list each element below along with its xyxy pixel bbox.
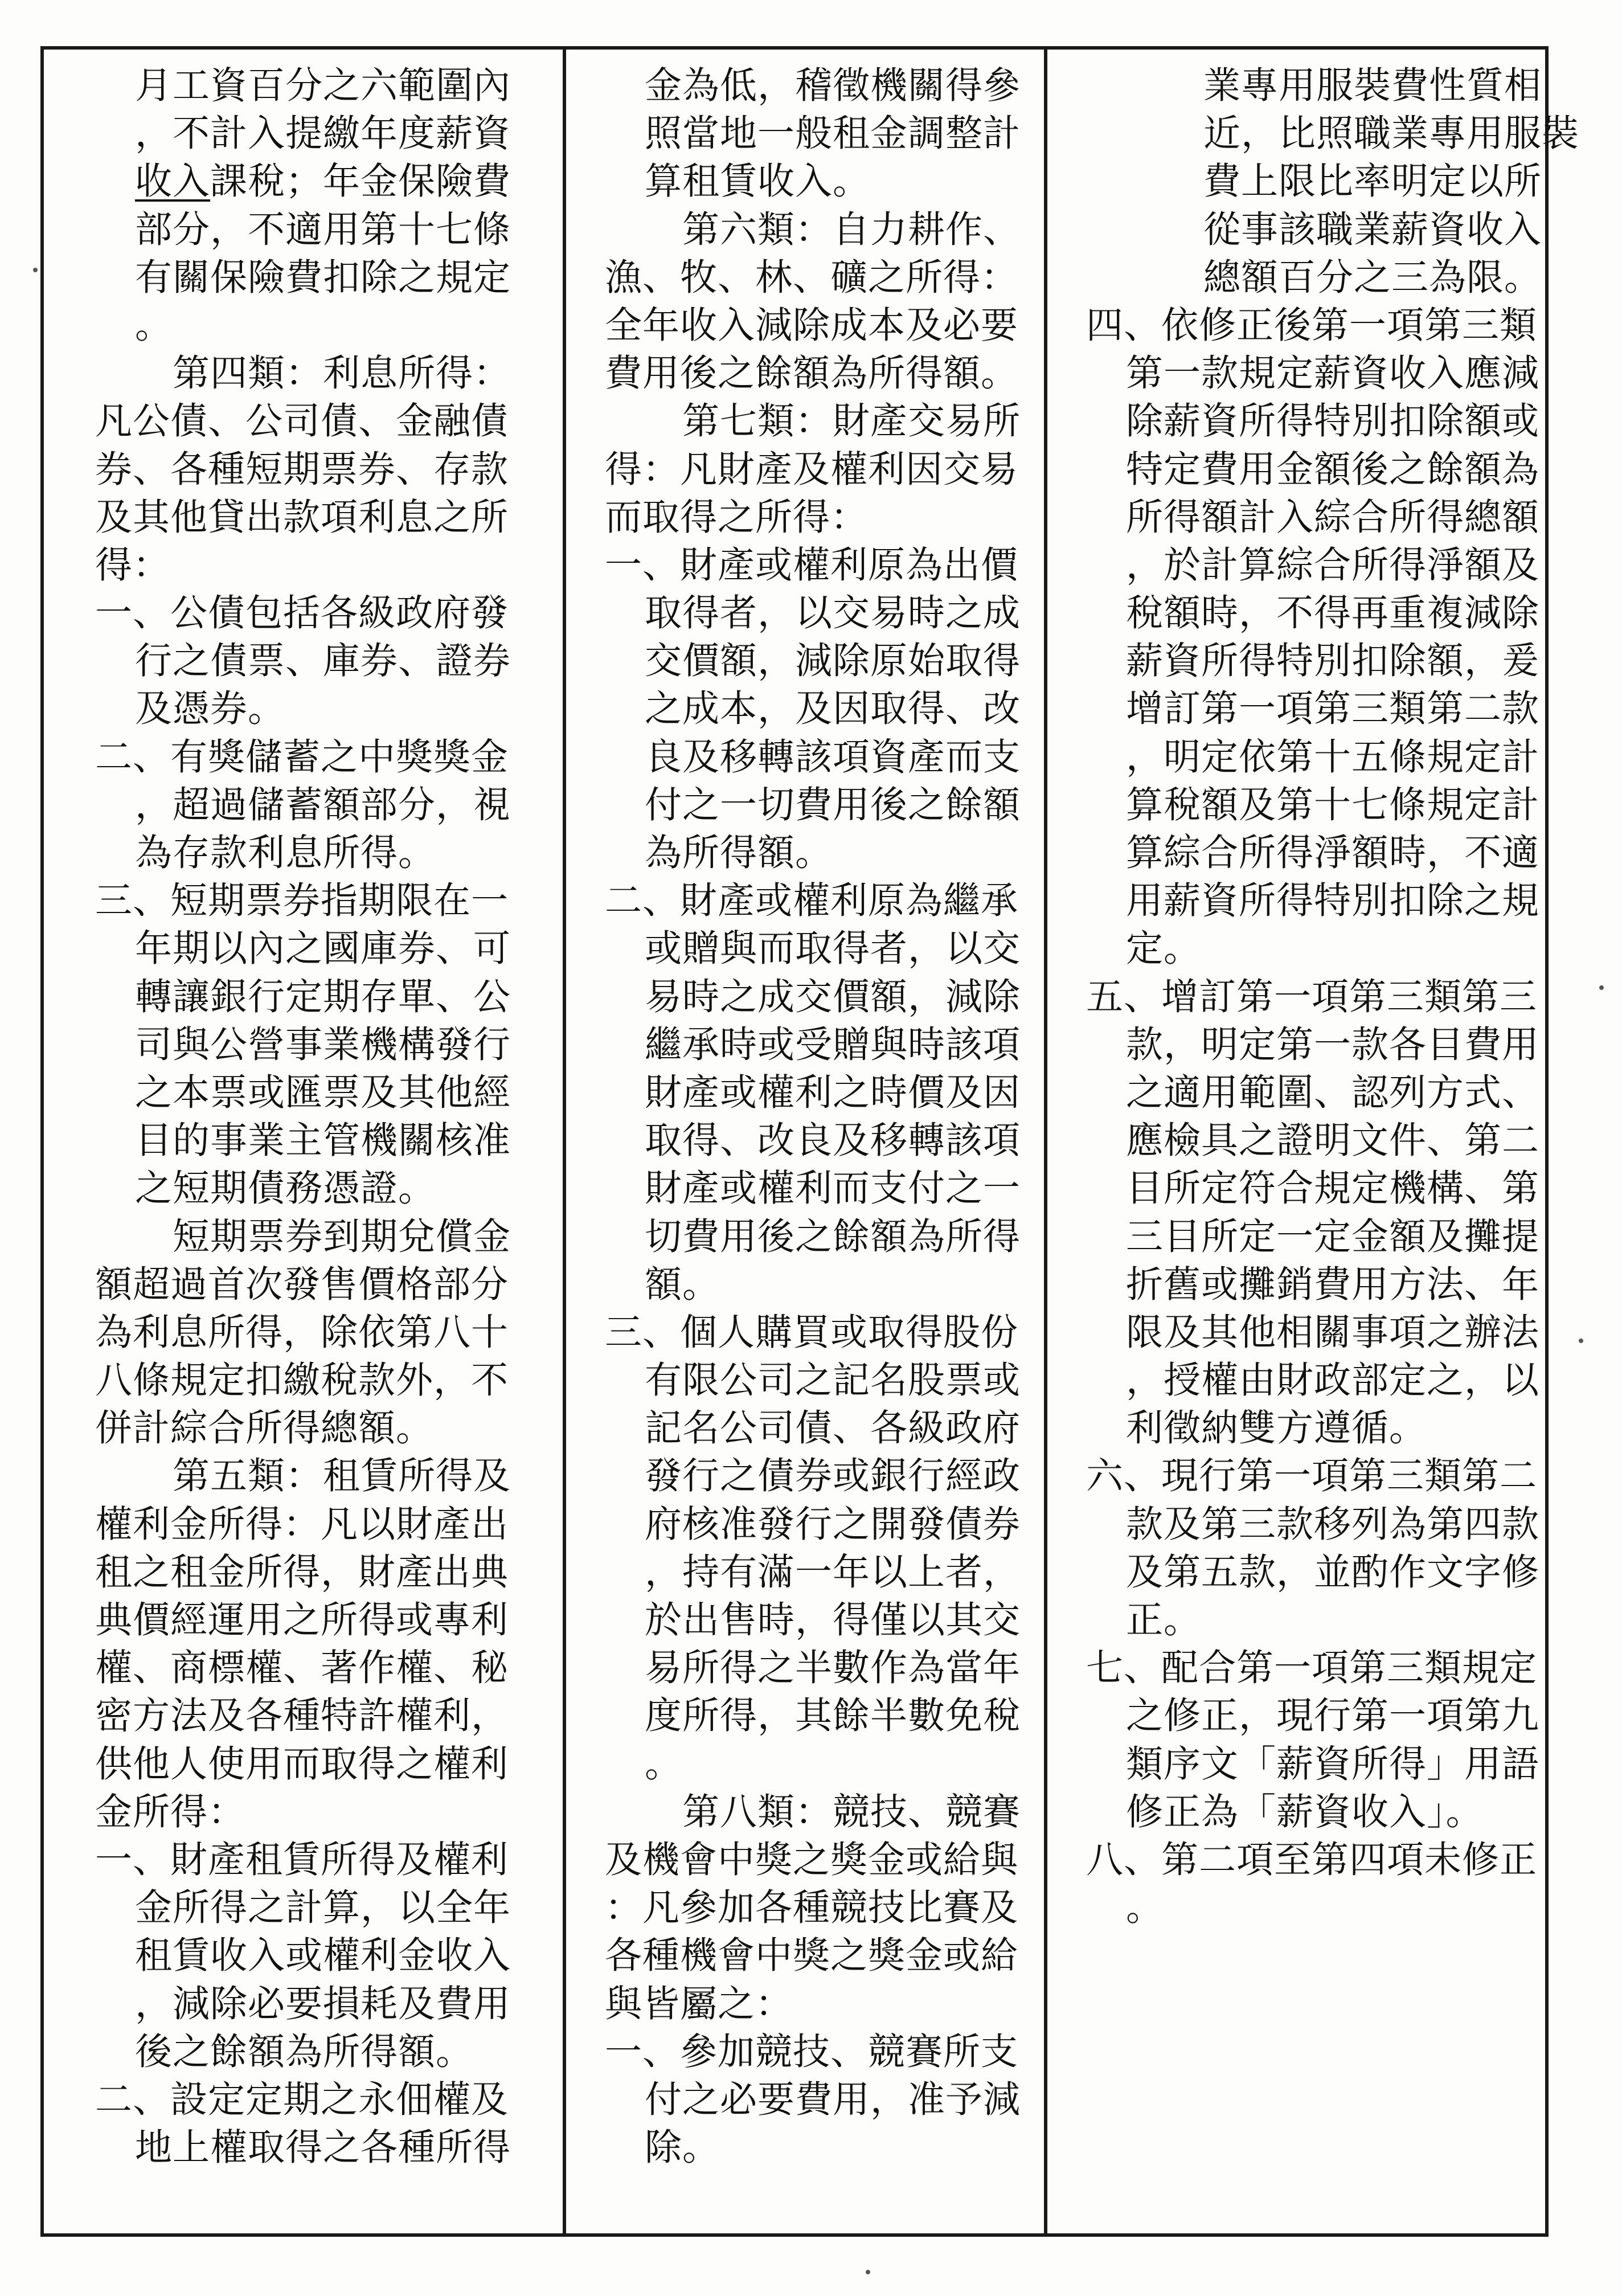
text-line	[95, 1165, 568, 1213]
scan-speck	[1579, 1339, 1583, 1343]
line-text: 第五類：租賃所得及	[173, 1455, 511, 1498]
scan-speck	[866, 2270, 870, 2274]
text-line	[605, 925, 1078, 973]
line-text: ，減除必要損耗及費用	[135, 1982, 511, 2025]
line-text: 稅額時，不得再重複減除	[1126, 592, 1540, 635]
text-line	[95, 590, 568, 637]
line-text: 易所得之半數作為當年	[645, 1647, 1021, 1690]
text-line	[605, 1836, 1078, 1884]
text-line	[1086, 1069, 1559, 1117]
line-text: 之修正，現行第一項第九	[1126, 1695, 1540, 1738]
text-line	[605, 158, 1078, 206]
text-line	[1086, 734, 1559, 781]
line-text: 金所得：	[95, 1790, 246, 1833]
line-text: 短期票券到期兌償金	[173, 1215, 511, 1258]
text-line	[95, 1452, 568, 1500]
line-text: 折舊或攤銷費用方法、年	[1126, 1263, 1540, 1306]
text-line	[1086, 350, 1559, 398]
text-line	[605, 1213, 1078, 1261]
line-text: 為利息所得，除依第八十	[95, 1311, 509, 1354]
line-text: 凡公債、公司債、金融債	[95, 400, 509, 443]
text-line	[95, 446, 568, 494]
text-line	[95, 1644, 568, 1692]
line-text: 全年收入減除成本及必要	[605, 304, 1019, 347]
text-line	[605, 829, 1078, 877]
line-text: 總額百分之三為限。	[1203, 256, 1542, 299]
line-text: 目所定符合規定機構、第	[1126, 1167, 1540, 1210]
line-text: 一、財產租賃所得及權利	[95, 1838, 509, 1881]
line-text: 。	[645, 1742, 683, 1786]
text-line	[95, 2076, 568, 2124]
line-text: 或贈與而取得者，以交	[645, 927, 1021, 971]
text-line	[95, 206, 568, 254]
line-text: 七、配合第一項第三類規定	[1086, 1647, 1538, 1690]
line-text: 利徵納雙方遵循。	[1126, 1407, 1427, 1450]
text-line	[1086, 1788, 1559, 1836]
text-line	[1086, 925, 1559, 973]
text-line	[95, 254, 568, 302]
text-line	[95, 1405, 568, 1452]
line-text: 之適用範圍、認列方式、	[1126, 1071, 1540, 1114]
text-line	[605, 1741, 1078, 1788]
text-line	[605, 302, 1078, 350]
line-text: 除薪資所得特別扣除額或	[1126, 400, 1540, 443]
text-line	[605, 350, 1078, 398]
text-line	[95, 877, 568, 925]
line-text: 及機會中獎之獎金或給與	[605, 1838, 1019, 1881]
text-line	[605, 1021, 1078, 1069]
line-text: ，不計入提繳年度薪資	[135, 112, 511, 155]
line-text: 轉讓銀行定期存單、公	[135, 975, 511, 1018]
text-line	[95, 1741, 568, 1788]
line-text: ，於計算綜合所得淨額及	[1126, 543, 1540, 587]
text-line	[1086, 1117, 1559, 1165]
line-text: 易時之成交價額，減除	[645, 975, 1021, 1018]
text-line	[1086, 829, 1559, 877]
text-line	[605, 542, 1078, 590]
text-line	[605, 685, 1078, 733]
line-text: 第七類：財產交易所	[682, 400, 1021, 443]
text-line	[605, 590, 1078, 637]
text-line	[1086, 590, 1559, 637]
text-line	[1086, 1644, 1559, 1692]
text-line	[605, 494, 1078, 542]
text-line	[1086, 1501, 1559, 1549]
text-line	[1086, 1261, 1559, 1309]
line-text: 付之必要費用，准予減	[645, 2078, 1021, 2121]
line-text: 年期以內之國庫券、可	[135, 927, 511, 971]
text-line	[1086, 494, 1559, 542]
line-text: 及憑券。	[135, 687, 286, 731]
line-text: 後之餘額為所得額。	[135, 2030, 474, 2073]
line-text: 於出售時，得僅以其交	[645, 1599, 1021, 1642]
line-text: 及第五款，並酌作文字修	[1126, 1550, 1540, 1594]
text-line	[605, 1980, 1078, 2028]
text-line	[605, 1405, 1078, 1452]
text-line	[1086, 877, 1559, 925]
line-text: 有限公司之記名股票或	[645, 1359, 1021, 1402]
column-left	[95, 62, 568, 2172]
line-text: 業專用服裝費性質相	[1203, 64, 1542, 107]
text-line	[605, 1692, 1078, 1740]
line-text: 之本票或匯票及其他經	[135, 1071, 511, 1114]
line-text: 府核准發行之開發債券	[645, 1503, 1021, 1546]
line-text: 租之租金所得，財產出典	[95, 1550, 509, 1594]
line-text: 得：	[95, 543, 171, 587]
column-middle	[605, 62, 1078, 2172]
text-line	[95, 734, 568, 781]
line-text: 八條規定扣繳稅款外，不	[95, 1359, 509, 1402]
line-text: ，明定依第十五條規定計	[1126, 735, 1540, 779]
line-text: 月工資百分之六範圍內	[135, 64, 511, 107]
line-text: 。	[1126, 1886, 1164, 1930]
text-line	[95, 1932, 568, 1980]
text-line	[605, 206, 1078, 254]
line-text: 課稅；年金保險費	[210, 160, 511, 203]
line-text: 薪資所得特別扣除額，爰	[1126, 640, 1540, 683]
text-line	[95, 781, 568, 829]
line-text: 司與公營事業機構發行	[135, 1023, 511, 1066]
text-line	[605, 1644, 1078, 1692]
text-line	[95, 302, 568, 350]
text-line	[605, 1884, 1078, 1932]
three-column-table	[40, 46, 1580, 2237]
text-line	[605, 254, 1078, 302]
text-line	[605, 1597, 1078, 1644]
line-text: 權、商標權、著作權、秘	[95, 1647, 509, 1690]
text-line	[95, 1357, 568, 1405]
text-line	[1086, 1692, 1559, 1740]
line-text: 近，比照職業專用服裝	[1203, 112, 1580, 155]
line-text: ，授權由財政部定之，以	[1126, 1359, 1540, 1402]
line-text: 二、財產或權利原為繼承	[605, 879, 1019, 923]
text-line	[605, 398, 1078, 445]
line-text: 應檢具之證明文件、第二	[1126, 1119, 1540, 1163]
text-line	[1086, 62, 1559, 110]
text-line	[95, 973, 568, 1021]
line-text: 為所得額。	[645, 832, 833, 874]
scan-speck	[33, 268, 38, 272]
text-line	[605, 110, 1078, 158]
text-line	[95, 829, 568, 877]
line-text: ，持有滿一年以上者，	[645, 1550, 1021, 1594]
line-text: 度所得，其餘半數免稅	[645, 1695, 1021, 1738]
text-line	[605, 2124, 1078, 2172]
text-line	[95, 1692, 568, 1740]
line-text: 漁、牧、林、礦之所得：	[605, 256, 1019, 299]
line-text: 。	[135, 304, 173, 347]
text-line	[95, 1597, 568, 1644]
line-text: 特定費用金額後之餘額為	[1126, 448, 1540, 491]
text-line	[95, 925, 568, 973]
text-line	[95, 1261, 568, 1309]
text-line	[605, 1261, 1078, 1309]
text-line	[605, 734, 1078, 781]
text-line	[95, 350, 568, 398]
line-text: 限及其他相關事項之辦法	[1126, 1311, 1540, 1354]
line-text: 記名公司債、各級政府	[645, 1407, 1021, 1450]
line-text: 增訂第一項第三類第二款	[1126, 687, 1540, 731]
line-text: 四、依修正後第一項第三類	[1086, 304, 1538, 347]
line-text: 供他人使用而取得之權利	[95, 1742, 509, 1786]
line-text: 從事該職業薪資收入	[1203, 208, 1542, 251]
line-text: 部分，不適用第十七條	[135, 208, 511, 251]
line-text: 之成本，及因取得、改	[645, 687, 1021, 731]
line-text: ：凡參加各種競技比賽及	[605, 1886, 1019, 1930]
line-text: 各種機會中獎之獎金或給	[605, 1934, 1019, 1978]
line-text: 款，明定第一款各目費用	[1126, 1023, 1540, 1066]
line-text: 與皆屬之：	[605, 1982, 793, 2025]
text-line	[605, 637, 1078, 685]
text-line	[95, 1213, 568, 1261]
line-text: 有關保險費扣除之規定	[135, 256, 511, 299]
line-text: 付之一切費用後之餘額	[645, 783, 1021, 826]
line-text: 算租賃收入。	[645, 160, 871, 203]
text-line	[1086, 206, 1559, 254]
text-line	[605, 1069, 1078, 1117]
text-line	[95, 1117, 568, 1165]
text-line	[1086, 685, 1559, 733]
text-line	[95, 1501, 568, 1549]
text-line	[95, 62, 568, 110]
line-text: 併計綜合所得總額。	[95, 1407, 434, 1450]
text-line	[95, 158, 568, 206]
text-line	[1086, 1452, 1559, 1500]
text-line	[95, 542, 568, 590]
text-line	[1086, 1836, 1559, 1884]
line-text: 取得者，以交易時之成	[645, 592, 1021, 635]
line-text: 所得額計入綜合所得總額	[1126, 496, 1540, 539]
line-text: 除。	[645, 2126, 720, 2170]
text-line	[1086, 1597, 1559, 1644]
text-line	[95, 494, 568, 542]
line-text: 財產或權利而支付之一	[645, 1167, 1021, 1210]
text-line	[1086, 1021, 1559, 1069]
text-line	[1086, 110, 1580, 158]
line-text: 券、各種短期票券、存款	[95, 448, 509, 491]
text-line	[1086, 637, 1559, 685]
text-line	[605, 62, 1078, 110]
text-line	[605, 2028, 1078, 2076]
text-line	[605, 446, 1078, 494]
text-line	[1086, 1741, 1559, 1788]
text-line	[95, 2028, 568, 2076]
line-text: 五、增訂第一項第三類第三	[1086, 975, 1538, 1018]
line-text: ，超過儲蓄額部分，視	[135, 783, 511, 826]
text-line	[95, 637, 568, 685]
text-line	[605, 1309, 1078, 1357]
line-text: 典價經運用之所得或專利	[95, 1599, 509, 1642]
line-text: 費上限比率明定以所	[1203, 160, 1542, 203]
line-text: 八、第二項至第四項未修正	[1086, 1838, 1538, 1881]
text-line	[605, 1788, 1078, 1836]
text-line	[605, 973, 1078, 1021]
line-text: 正。	[1126, 1599, 1202, 1642]
text-line	[1086, 781, 1559, 829]
text-line	[95, 2124, 568, 2172]
text-line	[95, 1836, 568, 1884]
line-text: 定。	[1126, 927, 1202, 971]
text-line	[1086, 158, 1559, 206]
line-text: 三、短期票券指期限在一	[95, 879, 509, 923]
text-line	[605, 1549, 1078, 1597]
line-text: 六、現行第一項第三類第二	[1086, 1455, 1538, 1498]
text-line	[1086, 398, 1559, 445]
line-text: 金所得之計算，以全年	[135, 1886, 511, 1930]
underlined-text: 收入	[135, 160, 211, 203]
line-text: 行之債票、庫券、證券	[135, 640, 511, 683]
line-text: 款及第三款移列為第四款	[1126, 1503, 1540, 1546]
line-text: 密方法及各種特許權利，	[95, 1695, 509, 1738]
text-line	[95, 1069, 568, 1117]
line-text: 及其他貸出款項利息之所	[95, 496, 509, 539]
line-text: 用薪資所得特別扣除之規	[1126, 879, 1540, 923]
text-line	[95, 1788, 568, 1836]
text-line	[605, 2076, 1078, 2124]
line-text: 第八類：競技、競賽	[682, 1790, 1021, 1833]
line-text: 一、公債包括各級政府發	[95, 592, 509, 635]
line-text: 一、財產或權利原為出價	[605, 543, 1019, 587]
text-line	[605, 1357, 1078, 1405]
text-line	[1086, 542, 1559, 590]
text-line	[1086, 1357, 1559, 1405]
line-text: 切費用後之餘額為所得	[645, 1215, 1021, 1258]
text-line	[605, 1932, 1078, 1980]
line-text: 而取得之所得：	[605, 496, 869, 539]
line-text: 之短期債務憑證。	[135, 1167, 436, 1210]
text-line	[605, 1165, 1078, 1213]
line-text: 取得、改良及移轉該項	[645, 1119, 1021, 1163]
line-text: 費用後之餘額為所得額。	[605, 352, 1019, 395]
column-right	[1086, 62, 1580, 1932]
text-line	[95, 1309, 568, 1357]
line-text: 得：凡財產及權利因交易	[605, 448, 1019, 491]
line-text: 租賃收入或權利金收入	[135, 1934, 511, 1978]
text-line	[95, 1021, 568, 1069]
text-line	[1086, 1549, 1559, 1597]
text-line	[95, 1549, 568, 1597]
line-text: 良及移轉該項資產而支	[645, 735, 1021, 779]
line-text: 算稅額及第十七條規定計	[1126, 783, 1540, 826]
line-text: 一、參加競技、競賽所支	[605, 2030, 1019, 2073]
text-line	[95, 398, 568, 445]
text-line	[1086, 254, 1559, 302]
line-text: 地上權取得之各種所得	[135, 2126, 511, 2170]
line-text: 類序文「薪資所得」用語	[1126, 1742, 1540, 1786]
line-text: 照當地一般租金調整計	[645, 112, 1021, 155]
line-text: 交價額，減除原始取得	[645, 640, 1021, 683]
line-text: 額超過首次發售價格部分	[95, 1263, 509, 1306]
line-text: 修正為「薪資收入」。	[1126, 1790, 1484, 1833]
line-text: 二、設定定期之永佃權及	[95, 2078, 509, 2121]
text-line	[605, 1452, 1078, 1500]
line-text: 為存款利息所得。	[135, 832, 436, 874]
line-text: 第一款規定薪資收入應減	[1126, 352, 1540, 395]
line-text: 第四類：利息所得：	[173, 352, 511, 395]
text-line	[1086, 1213, 1559, 1261]
text-line	[1086, 1884, 1559, 1932]
text-line	[605, 877, 1078, 925]
text-line	[605, 1117, 1078, 1165]
text-line	[1086, 1405, 1559, 1452]
line-text: 金為低，稽徵機關得參	[645, 64, 1021, 107]
text-line	[1086, 1309, 1559, 1357]
text-line	[95, 1980, 568, 2028]
text-line	[95, 685, 568, 733]
line-text: 發行之債券或銀行經政	[645, 1455, 1021, 1498]
line-text: 三、個人購買或取得股份	[605, 1311, 1019, 1354]
scan-speck	[1599, 985, 1604, 990]
text-line	[605, 781, 1078, 829]
text-line	[1086, 446, 1559, 494]
line-text: 權利金所得：凡以財產出	[95, 1503, 509, 1546]
line-text: 額。	[645, 1263, 720, 1306]
line-text: 第六類：自力耕作、	[682, 208, 1021, 251]
text-line	[1086, 1165, 1559, 1213]
line-text: 二、有獎儲蓄之中獎獎金	[95, 735, 509, 779]
line-text: 繼承時或受贈與時該項	[645, 1023, 1021, 1066]
line-text: 三目所定一定金額及攤提	[1126, 1215, 1540, 1258]
text-line	[1086, 302, 1559, 350]
text-line	[95, 110, 568, 158]
text-line	[95, 1884, 568, 1932]
line-text: 財產或權利之時價及因	[645, 1071, 1021, 1114]
text-line	[1086, 973, 1559, 1021]
line-text: 目的事業主管機關核准	[135, 1119, 511, 1163]
line-text: 算綜合所得淨額時，不適	[1126, 832, 1540, 874]
text-line	[605, 1501, 1078, 1549]
